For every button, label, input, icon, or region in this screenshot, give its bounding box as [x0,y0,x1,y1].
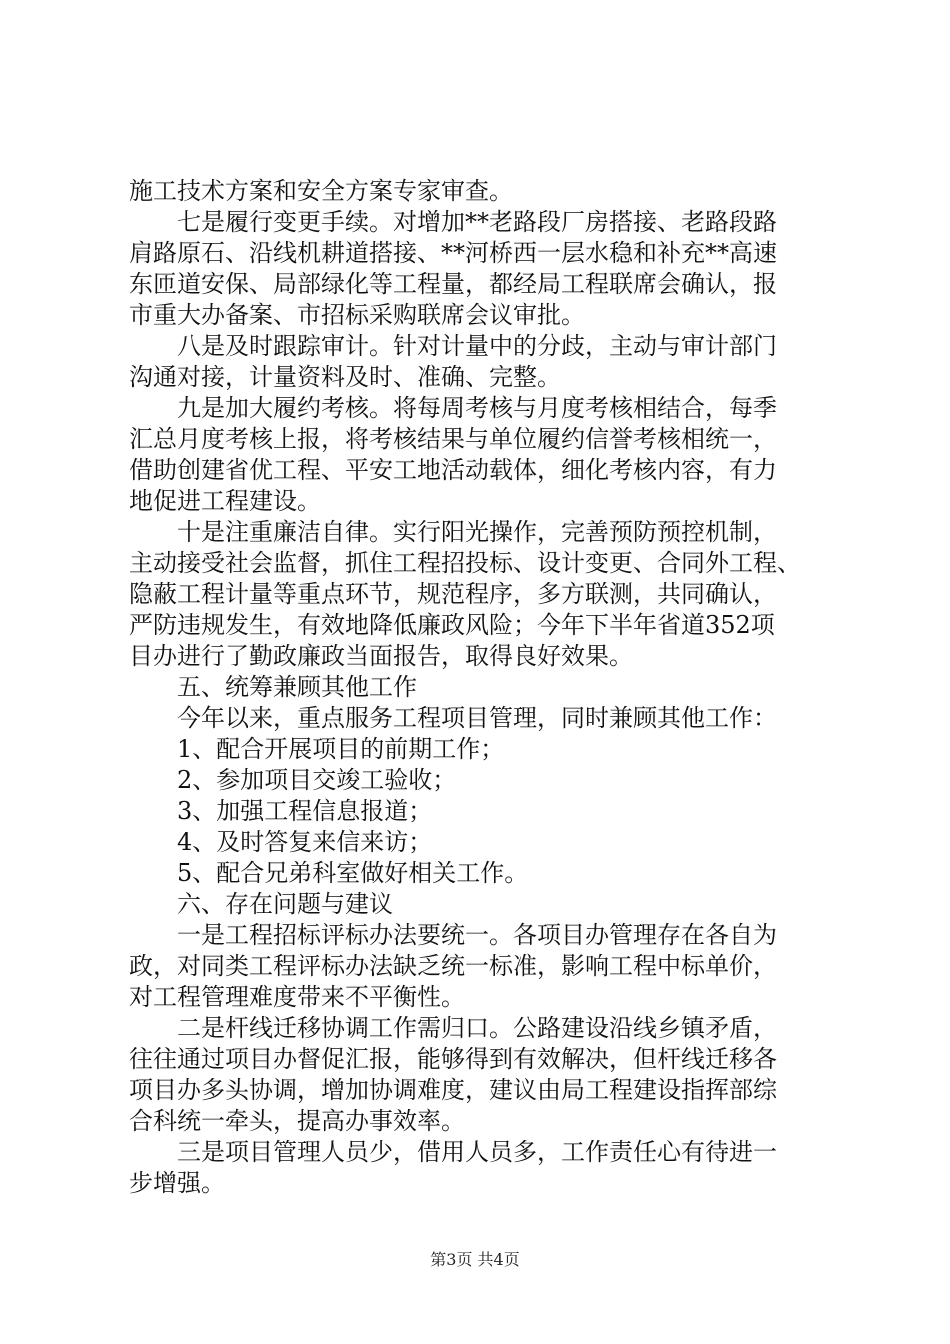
text-line: 项目办多头协调，增加协调难度，建议由局工程建设指挥部综 [129,1076,777,1104]
section-heading: 五、统筹兼顾其他工作 [177,673,417,701]
text-line: 东匝道安保、局部绿化等工程量，都经局工程联席会确认，报 [129,270,777,298]
text-line: 市重大办备案、市招标采购联席会议审批。 [129,301,585,329]
text-line: 对工程管理难度带来不平衡性。 [129,983,465,1011]
text-line: 地促进工程建设。 [129,487,321,515]
text-line: 政，对同类工程评标办法缺乏统一标准，影响工程中标单价， [129,952,777,980]
text-line: 施工技术方案和安全方案专家审查。 [129,177,513,205]
section-heading: 六、存在问题与建议 [177,890,393,918]
page-footer [0,1250,950,1270]
list-item: 2、参加项目交竣工验收； [177,766,457,794]
text-line: 一是工程招标评标办法要统一。各项目办管理存在各自为 [177,921,777,949]
list-item: 4、及时答复来信来访； [177,828,433,856]
text-line: 八是及时跟踪审计。针对计量中的分歧，主动与审计部门 [177,332,777,360]
list-item: 1、配合开展项目的前期工作； [177,735,505,763]
text-line: 步增强。 [129,1169,225,1197]
text-line: 目办进行了勤政廉政当面报告，取得良好效果。 [129,642,633,670]
text-line: 七是履行变更手续。对增加**老路段厂房搭接、老路段路 [177,208,777,236]
document-body [129,176,829,1199]
text-line: 往往通过项目办督促汇报，能够得到有效解决，但杆线迁移各 [129,1045,777,1073]
list-item: 5、配合兄弟科室做好相关工作。 [177,859,529,887]
text-line: 严防违规发生，有效地降低廉政风险；今年下半年省道352项 [129,611,775,639]
text-line: 九是加大履约考核。将每周考核与月度考核相结合，每季 [177,394,777,422]
text-line: 主动接受社会监督，抓住工程招投标、设计变更、合同外工程、 [129,549,801,577]
text-line: 十是注重廉洁自律。实行阳光操作，完善预防预控机制， [177,518,777,546]
text-line: 肩路原石、沿线机耕道搭接、**河桥西一层水稳和补充**高速 [129,239,777,267]
text-line: 合科统一牵头，提高办事效率。 [129,1107,465,1135]
list-item: 3、加强工程信息报道； [177,797,433,825]
page-number: 第3页 共4页 [430,1250,520,1269]
text-line: 二是杆线迁移协调工作需归口。公路建设沿线乡镇矛盾， [177,1014,777,1042]
text-line: 借助创建省优工程、平安工地活动载体，细化考核内容，有力 [129,456,777,484]
text-line: 隐蔽工程计量等重点环节，规范程序，多方联测，共同确认， [129,580,777,608]
text-line: 三是项目管理人员少，借用人员多，工作责任心有待进一 [177,1138,777,1166]
text-line: 沟通对接，计量资料及时、准确、完整。 [129,363,561,391]
text-line: 今年以来，重点服务工程项目管理，同时兼顾其他工作： [177,704,777,732]
text-line: 汇总月度考核上报，将考核结果与单位履约信誉考核相统一， [129,425,777,453]
